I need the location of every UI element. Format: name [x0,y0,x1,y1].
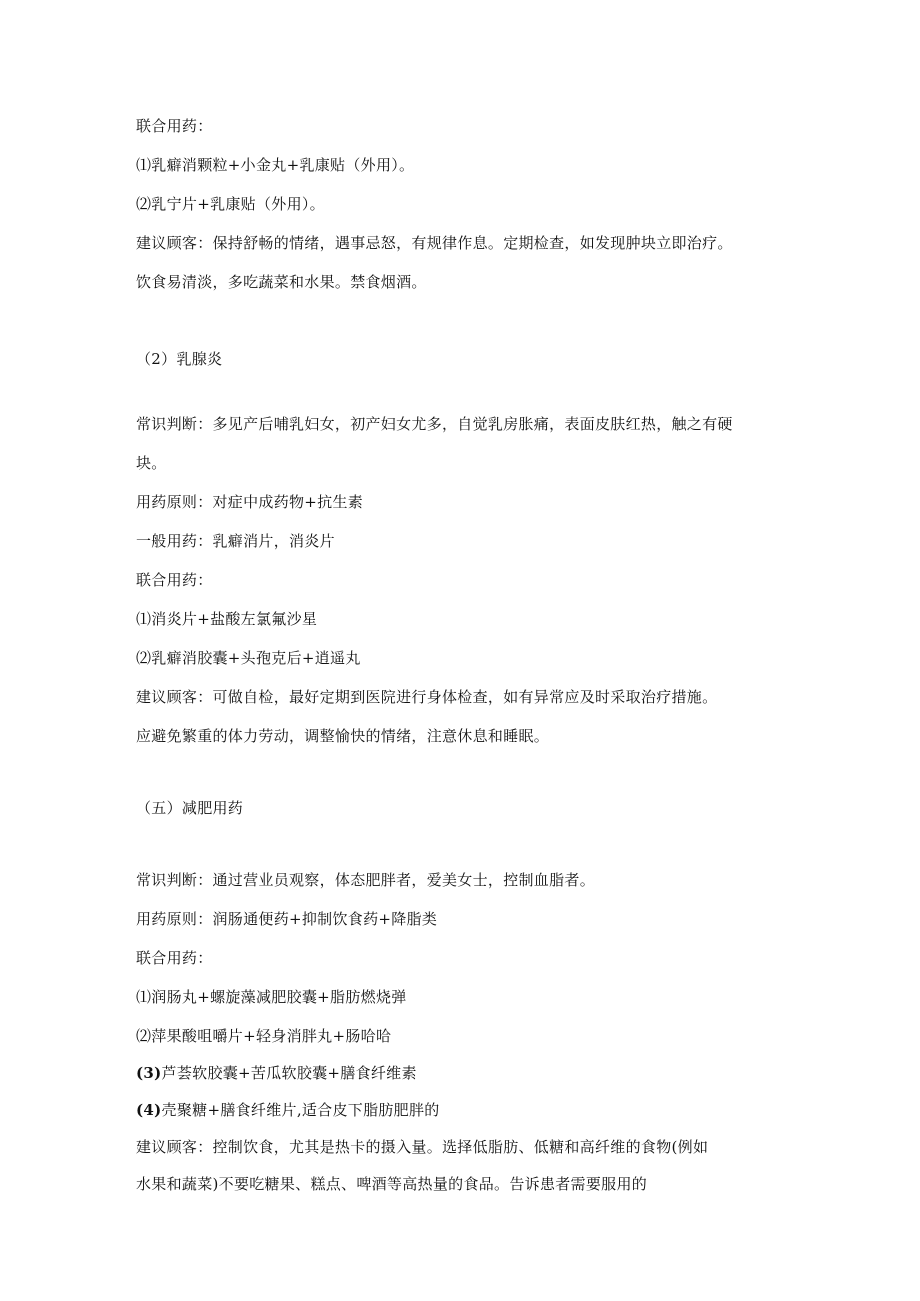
section-heading: （2）乳腺炎 [136,350,223,368]
text-line: 应避免繁重的体力劳动，调整愉快的情绪，注意休息和睡眠。 [136,727,550,745]
text-line: ⑵萍果酸咀嚼片+轻身消胖丸+肠哈哈 [136,1027,392,1045]
text-line: ⑴消炎片+盐酸左氯氟沙星 [136,610,318,628]
text-line: 块。 [136,454,167,472]
text-line: 用药原则：润肠通便药+抑制饮食药+降脂类 [136,910,438,928]
text-line: 水果和蔬菜)不要吃糖果、糕点、啤酒等高热量的食品。告诉患者需要服用的 [136,1175,648,1193]
text-line [136,1063,417,1083]
item-text: 壳聚糖+膳食纤维片,适合皮下脂肪肥胖的 [161,1101,440,1119]
text-line: 饮食易清淡，多吃蔬菜和水果。禁食烟酒。 [136,273,427,291]
text-line: 联合用药： [136,117,213,135]
text-line: 建议顾客：控制饮食，尤其是热卡的摄入量。选择低脂肪、低糖和高纤维的食物(例如 [136,1138,709,1156]
text-line: 用药原则：对症中成药物+抗生素 [136,493,364,511]
item-text: 芦荟软胶囊+苦瓜软胶囊+膳食纤维素 [161,1064,417,1082]
text-line: 常识判断：多见产后哺乳妇女，初产妇女尤多，自觉乳房胀痛，表面皮肤红热，触之有硬 [136,415,733,433]
text-line: 常识判断：通过营业员观察，体态肥胖者，爱美女士，控制血脂者。 [136,871,596,889]
text-line: 建议顾客：保持舒畅的情绪，遇事忌怒，有规律作息。定期检查，如发现肿块立即治疗。 [136,234,733,252]
section-heading: （五）减肥用药 [136,799,244,817]
text-line: ⑵乳癖消胶囊+头孢克后+逍遥丸 [136,649,361,667]
text-line: ⑴润肠丸+螺旋藻减肥胶囊+脂肪燃烧弹 [136,988,407,1006]
text-line: 联合用药： [136,571,213,589]
text-line: 一般用药：乳癖消片，消炎片 [136,532,335,550]
item-number: (3) [136,1064,162,1082]
text-line [136,1100,440,1120]
text-line: 建议顾客：可做自检，最好定期到医院进行身体检查，如有异常应及时采取治疗措施。 [136,688,718,706]
text-line: 联合用药： [136,949,213,967]
text-line: ⑴乳癖消颗粒+小金丸+乳康贴（外用）。 [136,156,415,174]
item-number: (4) [136,1101,162,1119]
text-line: ⑵乳宁片+乳康贴（外用）。 [136,195,325,213]
